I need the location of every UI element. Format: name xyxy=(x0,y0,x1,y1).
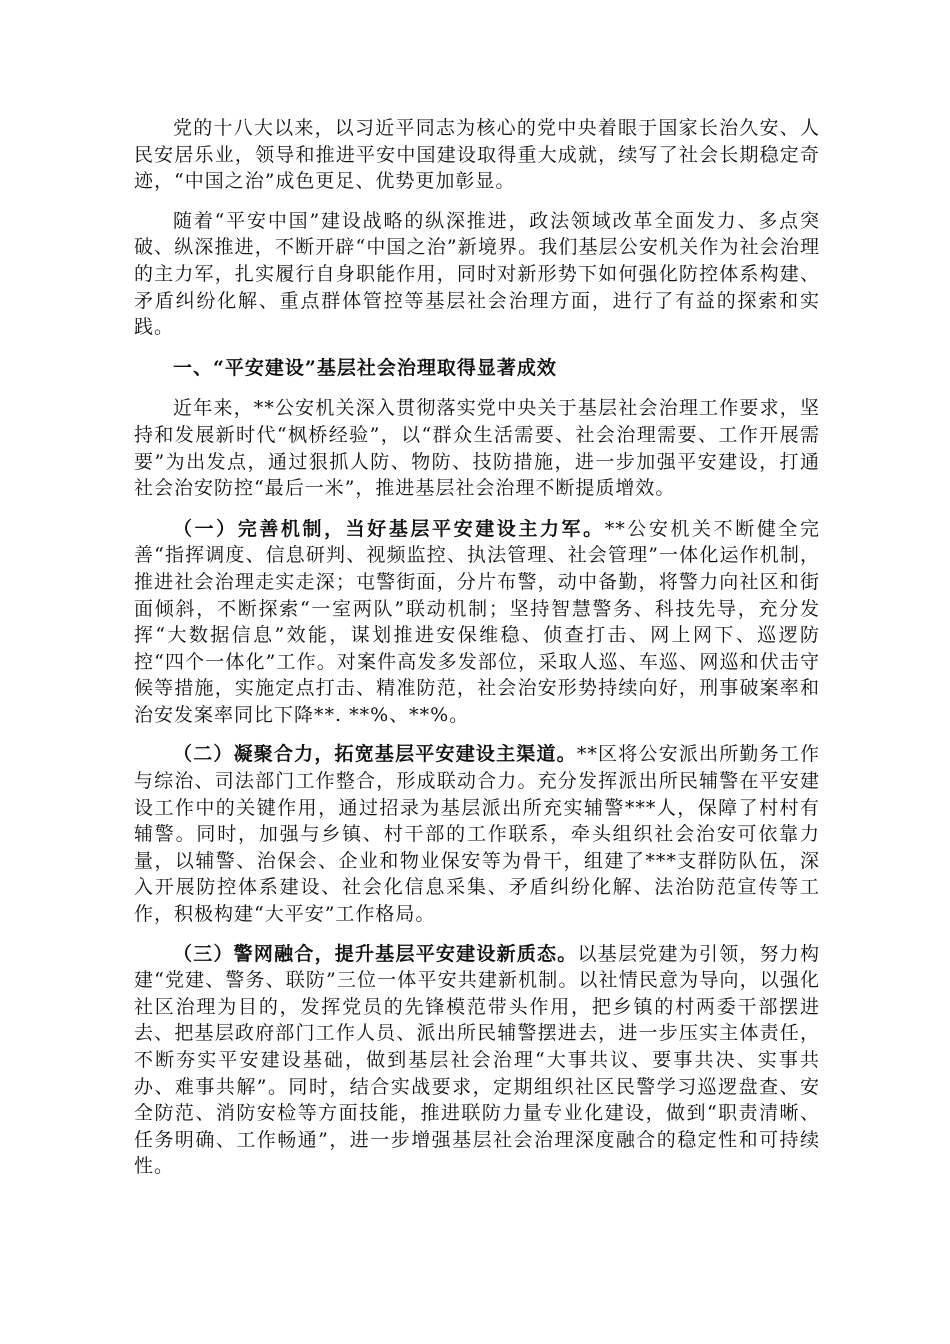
section-heading: 一、“平安建设”基层社会治理取得显著成效 xyxy=(173,356,557,379)
subsection-lead-1: （一）完善机制，当好基层平安建设主力军。 xyxy=(173,517,605,540)
subsection-body-2: **区将公安派出所勤务工作与综治、司法部门工作整合，形成联动合力。充分发挥派出所民辅警在平安建设工作中的关键作用，通过招录为基层派出所充实辅警***人，保障了村村有辅警。同时，加强与乡镇、村干部的工作联系，牵头组织社会治安可依靠力量，以辅警、治保会、企业和物业保安等为骨干，组建了***支群防队伍，深入开展防控体系建设、社会化信息采集、矛盾纠纷化解、法治防范宣传等工作，积极构建“大平安”工作格局。 xyxy=(134,743,820,926)
subsection-body-1: **公安机关不断健全完善“指挥调度、信息研判、视频监控、执法管理、社会管理”一体化运作机制，推进社会治理走实走深；屯警街面，分片布警，动中备勤，将警力向社区和街面倾斜，不断探索“一室两队”联动机制；坚持智慧警务、科技先导，充分发挥“大数据信息”效能，谋划推进安保维稳、侦查打击、网上网下、巡逻防控“四个一体化”工作。对案件高发多发部位，采取人巡、车巡、网巡和伏击守候等措施，实施定点打击、精准防范，社会治安形势持续向好，刑事破案率和治安发案率同比下降**. **%、**%。 xyxy=(134,517,820,726)
subsection-lead-3: （三）警网融合，提升基层平安建设新质态。 xyxy=(173,942,578,965)
subsection-paragraph-3 xyxy=(134,941,820,1180)
subsection-body-3: 以基层党建为引领，努力构建“党建、警务、联防”三位一体平安共建新机制。以社情民意为导向，以强化社区治理为目的，发挥党员的先锋模范带头作用，把乡镇的村两委干部摆进去、把基层政府部门工作人员、派出所民辅警摆进去，进一步压实主体责任，不断夯实平安建设基础，做到基层社会治理“大事共议、要事共决、实事共办、难事共解”。同时，结合实战要求，定期组织社区民警学习巡逻盘查、安全防范、消防安检等方面技能，推进联防力量专业化建设，做到“职责清晰、任务明确、工作畅通”，进一步增强基层社会治理深度融合的稳定性和可持续性。 xyxy=(134,942,820,1178)
document-body xyxy=(134,115,820,1180)
intro-paragraph-2: 随着“平安中国”建设战略的纵深推进，政法领域改革全面发力、多点突破、纵深推进，不断开辟“中国之治”新境界。我们基层公安机关作为社会治理的主力军，扎实履行自身职能作用，同时对新形势下如何强化防控体系构建、矛盾纠纷化解、重点群体管控等基层社会治理方面，进行了有益的探索和实践。 xyxy=(134,209,820,339)
intro-paragraph-1: 党的十八大以来，以习近平同志为核心的党中央着眼于国家长治久安、人民安居乐业，领导和推进平安中国建设取得重大成就，续写了社会长期稳定奇迹，“中国之治”成色更足、优势更加彰显。 xyxy=(134,117,820,193)
subsection-paragraph-2 xyxy=(134,741,820,927)
subsection-lead-2: （二）凝聚合力，拓宽基层平安建设主渠道。 xyxy=(173,743,577,766)
subsection-paragraph-1 xyxy=(134,516,820,729)
section-intro-paragraph: 近年来，**公安机关深入贯彻落实党中央关于基层社会治理工作要求，坚持和发展新时代“枫桥经验”，以“群众生活需要、社会治理需要、工作开展需要”为出发点，通过狠抓人防、物防、技防措施，进一步加强平安建设，打通社会治安防控“最后一米”，推进基层社会治理不断提质增效。 xyxy=(134,397,820,500)
